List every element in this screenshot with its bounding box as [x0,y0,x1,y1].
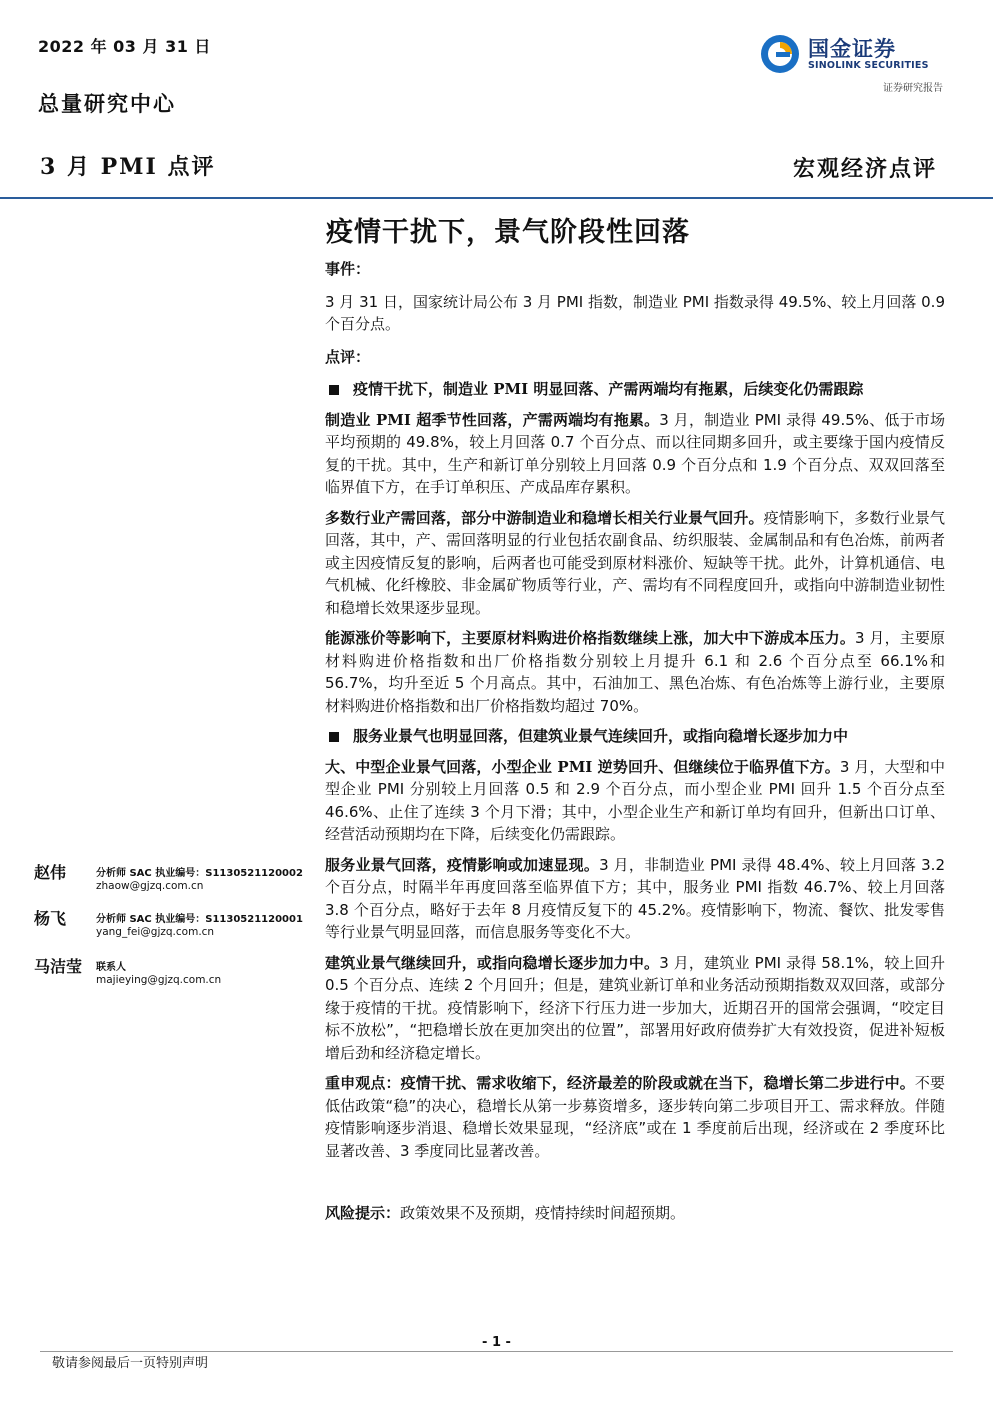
section-heading: 服务业景气也明显回落，但建筑业景气连续回升，或指向稳增长逐步加力中 [325,725,945,748]
analyst-email[interactable]: majieying@gjzq.com.cn [96,974,222,986]
page-number: - 1 - [482,1335,511,1350]
section-heading: 疫情干扰下，制造业 PMI 明显回落、产需两端均有拖累，后续变化仍需跟踪 [325,378,945,401]
department-name: 总量研究中心 [38,91,176,116]
footer-disclaimer: 敬请参阅最后一页特别声明 [52,1356,209,1371]
analyst-cert: 分析师 SAC 执业编号：S1130521120002 [96,868,303,879]
paragraph: 能源涨价等影响下，主要原材料购进价格指数继续上涨，加大中下游成本压力。3 月，主要原材料购进价格指数和出厂价格指数分别较上月提升 6.1 和 2.6 个百分点至 66.1%和 56.7%，均升至近 5 个月高点。其中，石油加工、黑色冶炼、有色冶炼等上游行业，主要原材料购进价格指数和出厂价格指数均超过 70%。 [325,629,945,715]
logo-text-cn: 国金证券 [808,37,896,61]
analyst-email[interactable]: yang_fei@gjzq.com.cn [96,926,215,938]
header-divider [0,197,993,199]
analyst-cert: 分析师 SAC 执业编号：S1130521120001 [96,914,303,925]
analyst-email[interactable]: zhaow@gjzq.com.cn [96,880,204,892]
review-label: 点评： [325,347,371,366]
headline: 疫情干扰下，景气阶段性回落 [326,217,690,248]
risk-label: 风险提示： [325,1204,401,1222]
paragraph: 制造业 PMI 超季节性回落，产需两端均有拖累。3 月，制造业 PMI 录得 49.5%、低于市场平均预期的 49.8%，较上月回落 0.7 个百分点、而以往同期多回升，或主要缘于国内疫情反复的干扰。其中，生产和新订单分别较上月回落 0.9 个百分点和 1.9 个百分点、双双回落至临界值下方，在手订单积压、产成品库存累积。 [325,410,945,496]
paragraph: 建筑业景气继续回升，或指向稳增长逐步加力中。3 月，建筑业 PMI 录得 58.1%，较上回升 0.5 个百分点、连续 2 个月回升；但是，建筑业新订单和业务活动预期指数双双回落，或部分缘于疫情的干扰。疫情影响下，经济下行压力进一步加大，近期召开的国常会强调，“咬定目标不放松”，“把稳增长放在更加突出的位置”，部署用好政府债券扩大有效投资，促进补短板增后劲和经济稳定增长。 [325,953,945,1062]
report-type: 宏观经济点评 [792,156,937,182]
analyst-name: 杨飞 [34,909,67,928]
report-title: 3 月 PMI 点评 [40,154,216,180]
logo-text-en: SINOLINK SECURITIES [808,60,929,71]
event-label: 事件： [325,260,371,278]
square-bullet-icon [329,732,339,742]
paragraph: 重申观点：疫情干扰、需求收缩下，经济最差的阶段或就在当下，稳增长第二步进行中。不要低估政策“稳”的决心，稳增长从第一步募资增多，逐步转向第二步项目开工、需求释放。伴随疫情影响逐步消退、稳增长效果显现，“经济底”或在 1 季度前后出现，经济或在 2 季度环比显著改善、3 季度同比显著改善。 [325,1074,945,1160]
logo-subtitle: 证券研究报告 [883,83,943,94]
square-bullet-icon [329,385,339,395]
paragraph: 大、中型企业景气回落，小型企业 PMI 逆势回升、但继续位于临界值下方。3 月，大型和中型企业 PMI 分别较上月回落 0.5 和 2.9 个百分点，而小型企业 PMI 回升 1.5 个百分点至 46.6%、止住了连续 3 个月下滑；其中，小型企业生产和新订单均有回升，但新出口订单、经营活动预期均在下降，后续变化仍需跟踪。 [325,757,945,843]
risk-warning [325,1202,945,1225]
risk-text: 政策效果不及预期，疫情持续时间超预期。 [400,1204,686,1222]
paragraph: 服务业景气回落，疫情影响或加速显现。3 月，非制造业 PMI 录得 48.4%、较上月回落 3.2 个百分点，时隔半年再度回落至临界值下方；其中，服务业 PMI 指数 46.7%、较上月回落 3.8 个百分点，略好于去年 8 月疫情反复下的 45.2%。疫情影响下，物流、餐饮、批发零售等行业景气明显回落，而信息服务等变化不大。 [325,855,945,941]
report-date: 2022 年 03 月 31 日 [38,37,211,56]
paragraph: 多数行业产需回落，部分中游制造业和稳增长相关行业景气回升。疫情影响下，多数行业景气回落，其中，产、需回落明显的行业包括农副食品、纺织服装、金属制品和有色冶炼，前两者或主因疫情反复的影响，后两者也可能受到原材料涨价、短缺等干扰。此外，计算机通信、电气机械、化纤橡胶、非金属矿物质等行业，产、需均有不同程度回升，或指向中游制造业韧性和稳增长效果逐步显现。 [325,508,945,617]
analyst-name: 赵伟 [34,863,67,882]
analyst-cert: 联系人 [96,962,126,973]
event-text: 3 月 31 日，国家统计局公布 3 月 PMI 指数，制造业 PMI 指数录得 49.5%、较上月回落 0.9 个百分点。 [325,292,945,333]
analyst-name: 马洁莹 [34,957,83,976]
main-content [325,258,945,1225]
